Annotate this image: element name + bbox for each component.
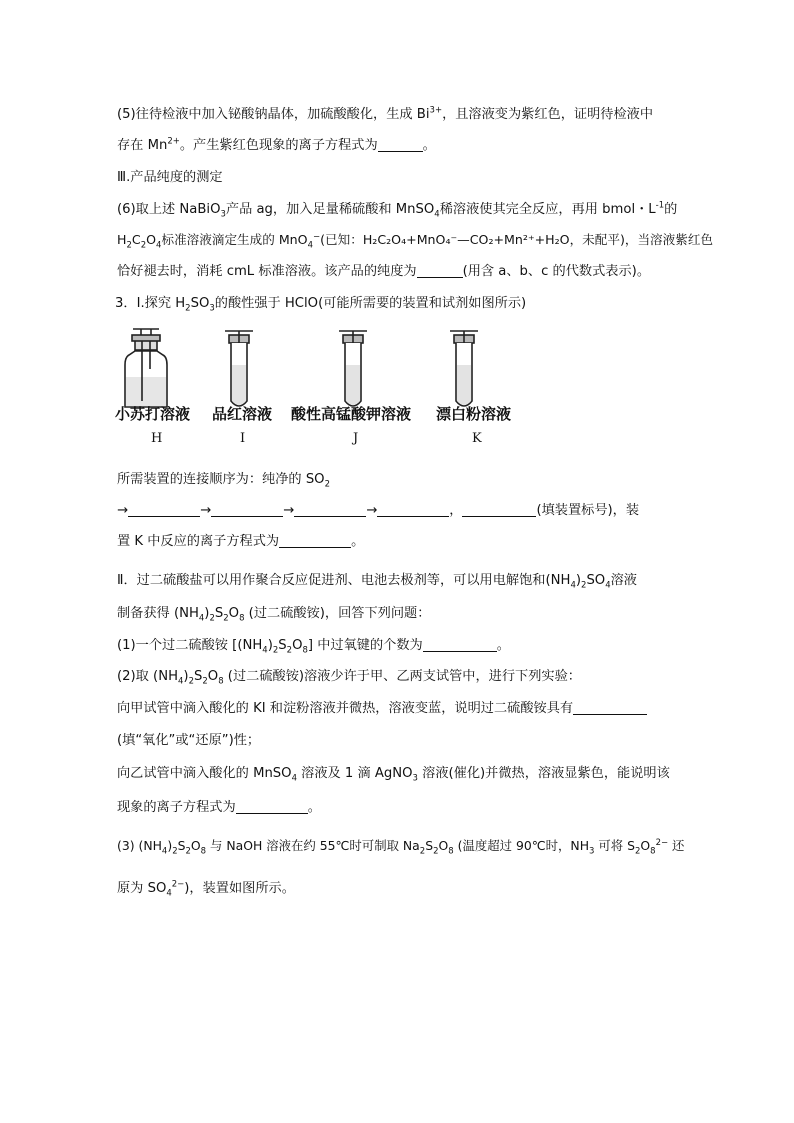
p1-line: (1)一个过二硫酸铵 $[(NH_4)_2S_2O_8]$ 中过氧键的个数为 。	[117, 638, 510, 656]
label-bleach: 漂白粉溶液	[436, 405, 512, 423]
letter-i: I	[240, 431, 246, 446]
wash-bottle-h	[125, 329, 167, 407]
letter-h: H	[151, 431, 163, 446]
p3-line-2: 原为 $SO_4^{2-}$)，装置如图所示。	[117, 879, 295, 899]
p2-line-5: 现象的离子方程式为 。	[117, 800, 321, 815]
label-baking-soda: 小苏打溶液	[115, 405, 191, 423]
answer-blank[interactable]	[573, 700, 647, 715]
p3-line-1: (3) $(NH_4)_2S_2O_8$ 与 NaOH 溶液在约 55℃时可制取 $Na_2S_2O_8$ (温度超过 90℃时，$NH_3$ 可将 $S_2O_8^{2-}$ 还	[117, 837, 685, 857]
label-magenta: 品红溶液	[212, 405, 273, 423]
p2-line-2: 向甲试管中滴入酸化的 KI 和淀粉溶液并微热，溶液变蓝，说明过二硫酸铵具有	[117, 697, 647, 716]
q6-line-3: 恰好褪去时，消耗 cmL 标准溶液。该产品的纯度为 (用含 a、b、c 的代数式表示)。	[117, 264, 651, 279]
answer-blank[interactable]	[128, 502, 200, 517]
answer-blank[interactable]	[279, 533, 351, 548]
label-kmno4: 酸性高锰酸钾溶液	[291, 405, 412, 423]
q6-line-2: $H_2C_2O_4$标准溶液滴定生成的 MnO$_4$−(已知：H₂C₂O₄+MnO₄⁻—CO₂+Mn²⁺+H₂O，未配平)，当溶液紫红色	[117, 231, 714, 251]
apparatus-figure	[115, 325, 515, 450]
connection-line-1: 所需装置的连接顺序为：纯净的 $SO_2$	[117, 472, 330, 490]
answer-blank[interactable]	[423, 637, 497, 652]
section-3-title: Ⅲ.产品纯度的测定	[117, 170, 223, 185]
q5-line-2: 存在 $Mn^{2+}$。产生紫红色现象的离子方程式为 。	[117, 136, 436, 153]
answer-blank[interactable]	[236, 799, 308, 814]
connection-line-2: → → → → ， (填装置标号)，装	[117, 503, 640, 518]
p2-line-3: (填“氧化”或“还原”)性；	[117, 733, 261, 748]
p2-line-4: 向乙试管中滴入酸化的 MnSO$_4$ 溶液及 1 滴 AgNO$_3$ 溶液(催化)并微热，溶液显紫色，能说明该	[117, 766, 670, 784]
letter-k: K	[472, 431, 482, 446]
answer-blank[interactable]	[211, 502, 283, 517]
answer-blank[interactable]	[417, 263, 463, 278]
q6-line-1: (6)取上述 NaBiO$_3$产品 ag，加入足量稀硫酸和 MnSO$_4$稀溶液使其完全反应，再用 bmol・$L^{-1}$的	[117, 200, 678, 220]
part2-line-2: 制备获得 $(NH_4)_2S_2O_8$ (过二硫酸铵)，回答下列问题：	[117, 606, 431, 624]
test-tube-j	[339, 331, 367, 406]
q3-intro: 3．Ⅰ.探究 $H_2SO_3$的酸性强于 HClO(可能所需要的装置和试剂如图所示)	[115, 296, 527, 314]
q5-line-1: (5)往待检液中加入铋酸钠晶体，加硫酸酸化，生成 $Bi^{3+}$，且溶液变为紫红色，证明待检液中	[117, 105, 654, 122]
answer-blank[interactable]	[378, 137, 423, 152]
letter-j: J	[353, 431, 359, 446]
apparatus-drawing	[115, 325, 515, 413]
answer-blank[interactable]	[294, 502, 366, 517]
test-tube-i	[225, 331, 253, 406]
test-tube-k	[450, 331, 478, 406]
part2-line-1: Ⅱ．过二硫酸盐可以用作聚合反应促进剂、电池去极剂等，可以用电解饱和$(NH_4)_2SO_4$溶液	[117, 573, 637, 591]
answer-blank[interactable]	[462, 502, 536, 517]
p2-line-1: (2)取 $(NH_4)_2S_2O_8$ (过二硫酸铵)溶液少许于甲、乙两支试管中，进行下列实验：	[117, 669, 581, 687]
connection-line-3: 置 K 中反应的离子方程式为 。	[117, 534, 365, 549]
answer-blank[interactable]	[377, 502, 449, 517]
